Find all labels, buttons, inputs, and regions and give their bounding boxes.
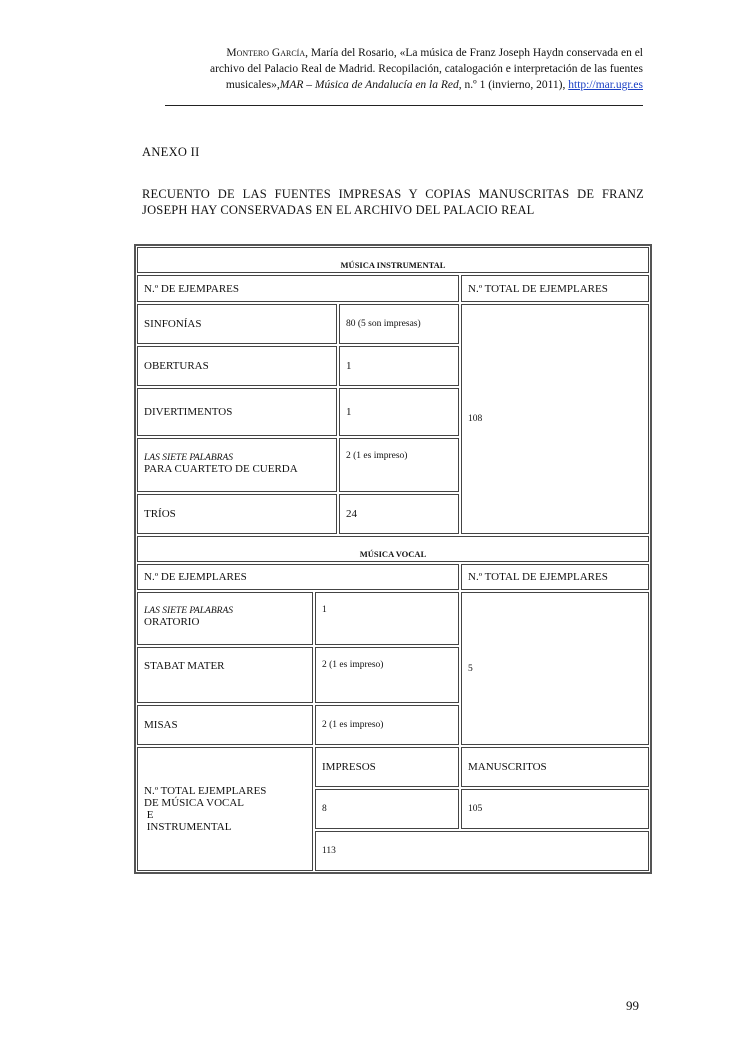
row-label-misas: MISAS — [137, 705, 313, 745]
citation-line-1 — [160, 45, 643, 61]
citation-line-2: archivo del Palacio Real de Madrid. Recopilación, catalogación e interpretación de las fuentes — [210, 63, 643, 75]
grand-total-value: 113 — [315, 831, 649, 871]
row-label-siete-palabras-oratorio — [137, 592, 313, 645]
journal-link[interactable]: http://mar.ugr.es — [568, 79, 643, 91]
row-label-stabat-mater: STABAT MATER — [137, 647, 313, 703]
table-subtitle: RECUENTO DE LAS FUENTES IMPRESAS Y COPIAS MANUSCRITAS DE FRANZ JOSEPH HAY CONSERVADAS EN EL ARCHIVO DEL PALACIO REAL — [142, 187, 644, 217]
row-value-divertimentos: 1 — [339, 388, 459, 436]
printed-count: 8 — [315, 789, 459, 829]
row-label-oberturas: OBERTURAS — [137, 346, 337, 386]
grand-total-label-line: E — [144, 809, 154, 821]
vocal-header: MÚSICA VOCAL — [137, 536, 649, 562]
row-label-trios: TRÍOS — [137, 494, 337, 534]
vocal-col-left: N.º DE EJEMPLARES — [137, 564, 459, 590]
citation-text-3a: musicales», — [225, 79, 280, 91]
citation-header — [160, 45, 643, 93]
instrumental-header: MÚSICA INSTRUMENTAL — [137, 247, 649, 273]
row-label-divertimentos: DIVERTIMENTOS — [137, 388, 337, 436]
grand-total-label-text — [144, 785, 266, 833]
instrumental-col-left: N.º DE EJEMPARES — [137, 275, 459, 302]
row-value-misas: 2 (1 es impreso) — [315, 705, 459, 745]
row-value-sinfonias: 80 (5 son impresas) — [339, 304, 459, 344]
work-title-italic: LAS SIETE PALABRAS — [144, 606, 234, 616]
author-name: Montero García — [226, 47, 306, 59]
citation-text-3b: , n.º 1 (invierno, 2011), — [458, 79, 569, 91]
vocal-col-right: N.º TOTAL DE EJEMPLARES — [461, 564, 649, 590]
row-label-siete-palabras-cuarteto — [137, 438, 337, 492]
row-label-sinfonias: SINFONÍAS — [137, 304, 337, 344]
row-value-siete-palabras-cuarteto: 2 (1 es impreso) — [339, 438, 459, 492]
journal-title: MAR – Música de Andalucía en la Red — [279, 79, 459, 91]
annex-title: ANEXO II — [142, 145, 200, 159]
vocal-total: 5 — [461, 592, 649, 745]
work-subtitle: ORATORIO — [144, 616, 200, 628]
manuscript-header: MANUSCRITOS — [461, 747, 649, 787]
work-subtitle: PARA CUARTETO DE CUERDA — [144, 463, 298, 475]
row-value-trios: 24 — [339, 494, 459, 534]
row-value-oberturas: 1 — [339, 346, 459, 386]
page-number: 99 — [626, 998, 639, 1013]
header-rule — [165, 105, 643, 106]
citation-text-1: , María del Rosario, «La música de Franz Joseph Haydn conservada en el — [305, 47, 643, 59]
grand-total-label-line: INSTRUMENTAL — [144, 821, 232, 833]
manuscript-count: 105 — [461, 789, 649, 829]
citation-line-3 — [160, 77, 643, 93]
row-value-siete-palabras-oratorio: 1 — [315, 592, 459, 645]
grand-total-label-line: DE MÚSICA VOCAL — [144, 797, 245, 809]
instrumental-col-right: N.º TOTAL DE EJEMPLARES — [461, 275, 649, 302]
work-title-italic: LAS SIETE PALABRAS — [144, 453, 234, 463]
grand-total-label-line: N.º TOTAL EJEMPLARES — [144, 785, 267, 797]
printed-header: IMPRESOS — [315, 747, 459, 787]
row-value-stabat-mater: 2 (1 es impreso) — [315, 647, 459, 703]
instrumental-total: 108 — [461, 304, 649, 534]
grand-total-label — [137, 747, 313, 871]
